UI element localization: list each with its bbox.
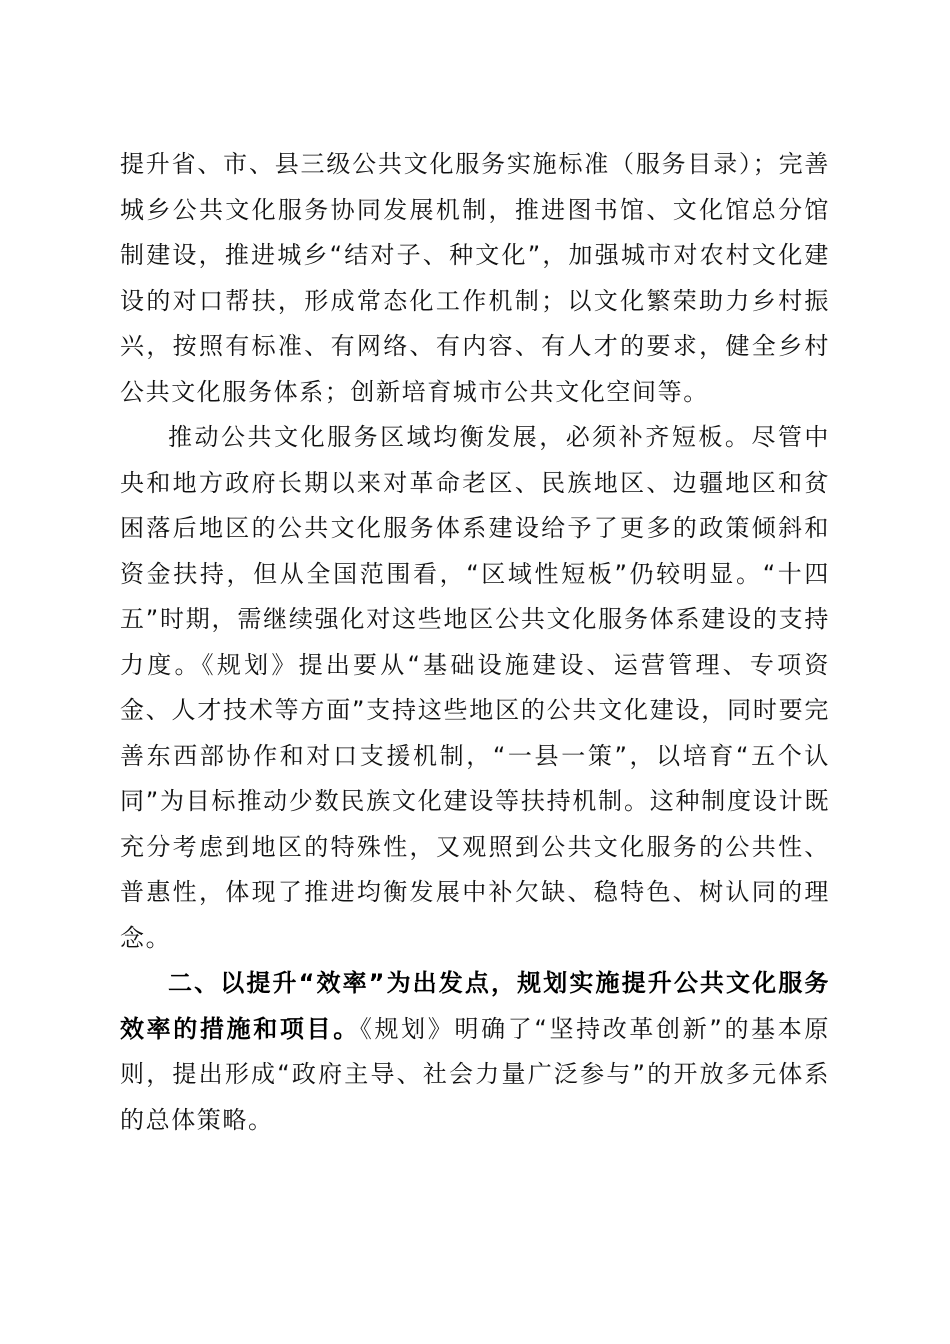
section-heading-efficiency: 二、以提升“效率”为出发点，规划实施提升公共文化服务效率的措施和项目。: [120, 969, 830, 1043]
paragraph-regional-balance: 推动公共文化服务区域均衡发展，必须补齐短板。尽管中央和地方政府长期以来对革命老区、民族地区、边疆地区和贫困落后地区的公共文化服务体系建设给予了更多的政策倾斜和资金扶持，但从全国范围看，“区域性短板”仍较明显。“十四五”时期，需继续强化对这些地区公共文化服务体系建设的支持力度。《规划》提出要从“基础设施建设、运营管理、专项资金、人才技术等方面”支持这些地区的公共文化建设，同时要完善东西部协作和对口支援机制，“一县一策”，以培育“五个认同”为目标推动少数民族文化建设等扶持机制。这种制度设计既充分考虑到地区的特殊性，又观照到公共文化服务的公共性、普惠性，体现了推进均衡发展中补欠缺、稳特色、树认同的理念。: [120, 423, 830, 952]
paragraph-continuation: 提升省、市、县三级公共文化服务实施标准（服务目录）；完善城乡公共文化服务协同发展机制，推进图书馆、文化馆总分馆制建设，推进城乡“结对子、种文化”，加强城市对农村文化建设的对口帮扶，形成常态化工作机制；以文化繁荣助力乡村振兴，按照有标准、有网络、有内容、有人才的要求，健全乡村公共文化服务体系；创新培育城市公共文化空间等。: [120, 150, 830, 406]
document-body: [120, 142, 830, 1143]
paragraph-efficiency-section: [120, 961, 830, 1143]
section-body-efficiency: 《规划》明确了“坚持改革创新”的基本原则，提出形成“政府主导、社会力量广泛参与”的开放多元体系的总体策略。: [120, 1014, 830, 1134]
